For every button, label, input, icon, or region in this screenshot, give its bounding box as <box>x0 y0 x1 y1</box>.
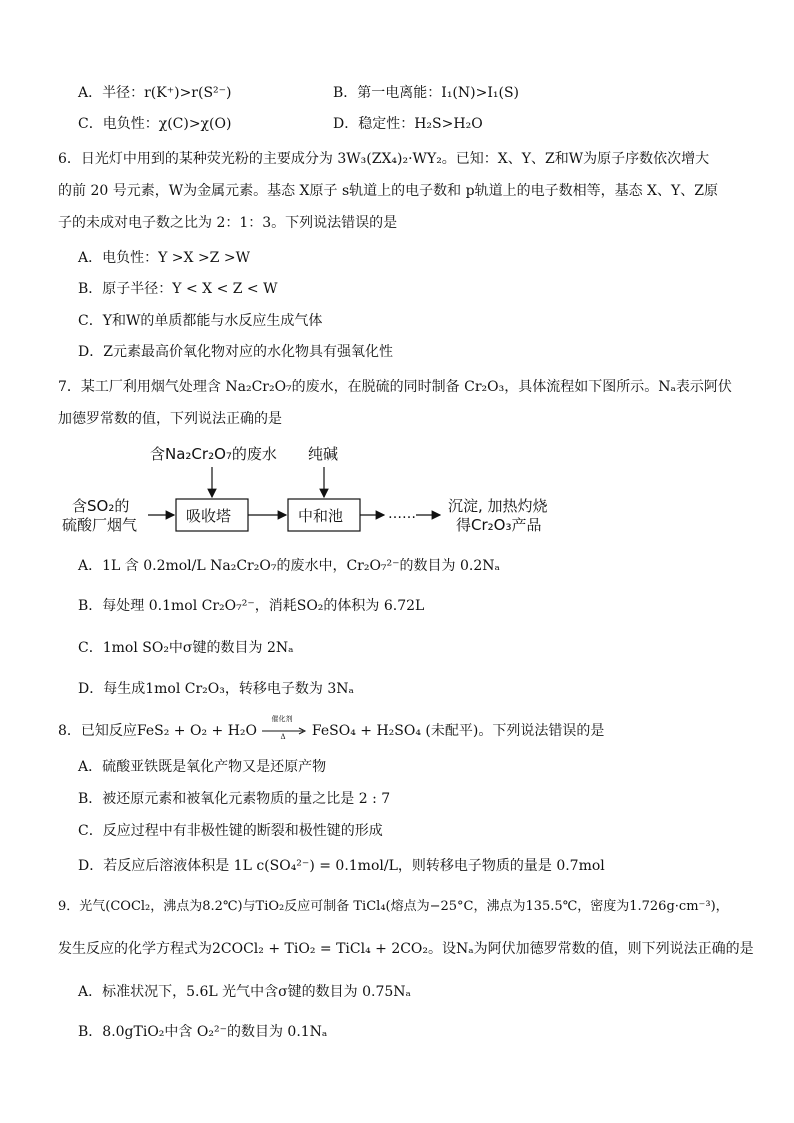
flow-feed-soda: 纯碱 <box>308 445 339 463</box>
q8-stem-post: FeSO₄ + H₂SO₄ (未配平)。下列说法错误的是 <box>311 723 605 739</box>
flow-dots: …… <box>388 506 416 522</box>
q7-flow-diagram <box>0 0 794 560</box>
q8-option-b: B．被还原元素和被氧化元素物质的量之比是 2 : 7 <box>78 791 391 807</box>
q6-option-a: A．电负性：Y >X >Z >W <box>78 250 250 266</box>
flow-input-line2: 硫酸厂烟气 <box>62 516 138 534</box>
q5-option-d: D．稳定性：H₂S>H₂O <box>333 116 483 132</box>
q7-option-a: A．1L 含 0.2mol/L Na₂Cr₂O₇的废水中，Cr₂O₇²⁻的数目为 0.2Nₐ <box>78 558 500 574</box>
q7-stem-line2: 加德罗常数的值，下列说法正确的是 <box>58 411 282 427</box>
q7-option-d: D．每生成1mol Cr₂O₃，转移电子数为 3Nₐ <box>78 681 354 697</box>
q7-stem-line1: 7．某工厂利用烟气处理含 Na₂Cr₂O₇的废水，在脱硫的同时制备 Cr₂O₃，具体流程如下图所示。Nₐ表示阿伏 <box>58 379 732 395</box>
flow-feed-wastewater: 含Na₂Cr₂O₇的废水 <box>150 445 277 463</box>
q8-option-c: C．反应过程中有非极性键的断裂和极性键的形成 <box>78 823 383 839</box>
q8-option-d: D．若反应后溶液体积是 1L c(SO₄²⁻) = 0.1mol/L，则转移电子物质的量是 0.7mol <box>78 858 605 874</box>
q7-option-b: B．每处理 0.1mol Cr₂O₇²⁻，消耗SO₂的体积为 6.72L <box>78 598 425 614</box>
q9-option-a: A．标准状况下，5.6L 光气中含σ键的数目为 0.75Nₐ <box>78 984 411 1000</box>
flow-input-line1: 含SO₂的 <box>72 497 130 515</box>
q5-option-b: B．第一电离能：I₁(N)>I₁(S) <box>333 85 519 101</box>
q6-stem-line2: 的前 20 号元素，W为金属元素。基态 X原子 s轨道上的电子数和 p轨道上的电子数相等，基态 X、Y、Z原 <box>58 183 718 199</box>
q8-stem <box>58 715 605 741</box>
q6-option-b: B．原子半径：Y < X < Z < W <box>78 281 278 297</box>
flow-output-line1: 沉淀, 加热灼烧 <box>448 497 548 515</box>
q6-option-c: C．Y和W的单质都能与水反应生成气体 <box>78 313 323 329</box>
flow-box-neutralizer: 中和池 <box>298 507 344 525</box>
q6-option-d: D．Z元素最高价氧化物对应的水化物具有强氧化性 <box>78 344 393 360</box>
q9-stem-line2: 发生反应的化学方程式为2COCl₂ + TiO₂ = TiCl₄ + 2CO₂。设Nₐ为阿伏加德罗常数的值，则下列说法正确的是 <box>58 941 754 957</box>
q8-arrow-sub: Δ <box>280 733 286 741</box>
flow-output-line2: 得Cr₂O₃产品 <box>456 516 542 534</box>
q8-option-a: A．硫酸亚铁既是氧化产物又是还原产物 <box>78 759 327 775</box>
q6-stem-line3: 子的未成对电子数之比为 2：1：3。下列说法错误的是 <box>58 215 398 231</box>
q8-reaction-arrow <box>261 715 307 741</box>
flow-box-absorber: 吸收塔 <box>186 507 232 525</box>
q6-stem-line1: 6．日光灯中用到的某种荧光粉的主要成分为 3W₃(ZX₄)₂·WY₂。已知：X、Y、Z和W为原子序数依次增大 <box>58 151 710 167</box>
q9-stem-line1: 9．光气(COCl₂，沸点为8.2℃)与TiO₂反应可制备 TiCl₄(熔点为−25°C，沸点为135.5℃，密度为1.726g·cm⁻³)， <box>58 899 729 914</box>
q7-option-c: C．1mol SO₂中σ键的数目为 2Nₐ <box>78 640 294 656</box>
q5-option-a: A．半径：r(K⁺)>r(S²⁻) <box>78 85 232 101</box>
q9-option-b: B．8.0gTiO₂中含 O₂²⁻的数目为 0.1Nₐ <box>78 1024 328 1040</box>
q5-option-c: C．电负性：χ(C)>χ(O) <box>78 116 232 132</box>
q8-arrow-label: 催化剂 <box>271 715 293 723</box>
q8-stem-pre: 8．已知反应FeS₂ + O₂ + H₂O <box>58 723 257 739</box>
